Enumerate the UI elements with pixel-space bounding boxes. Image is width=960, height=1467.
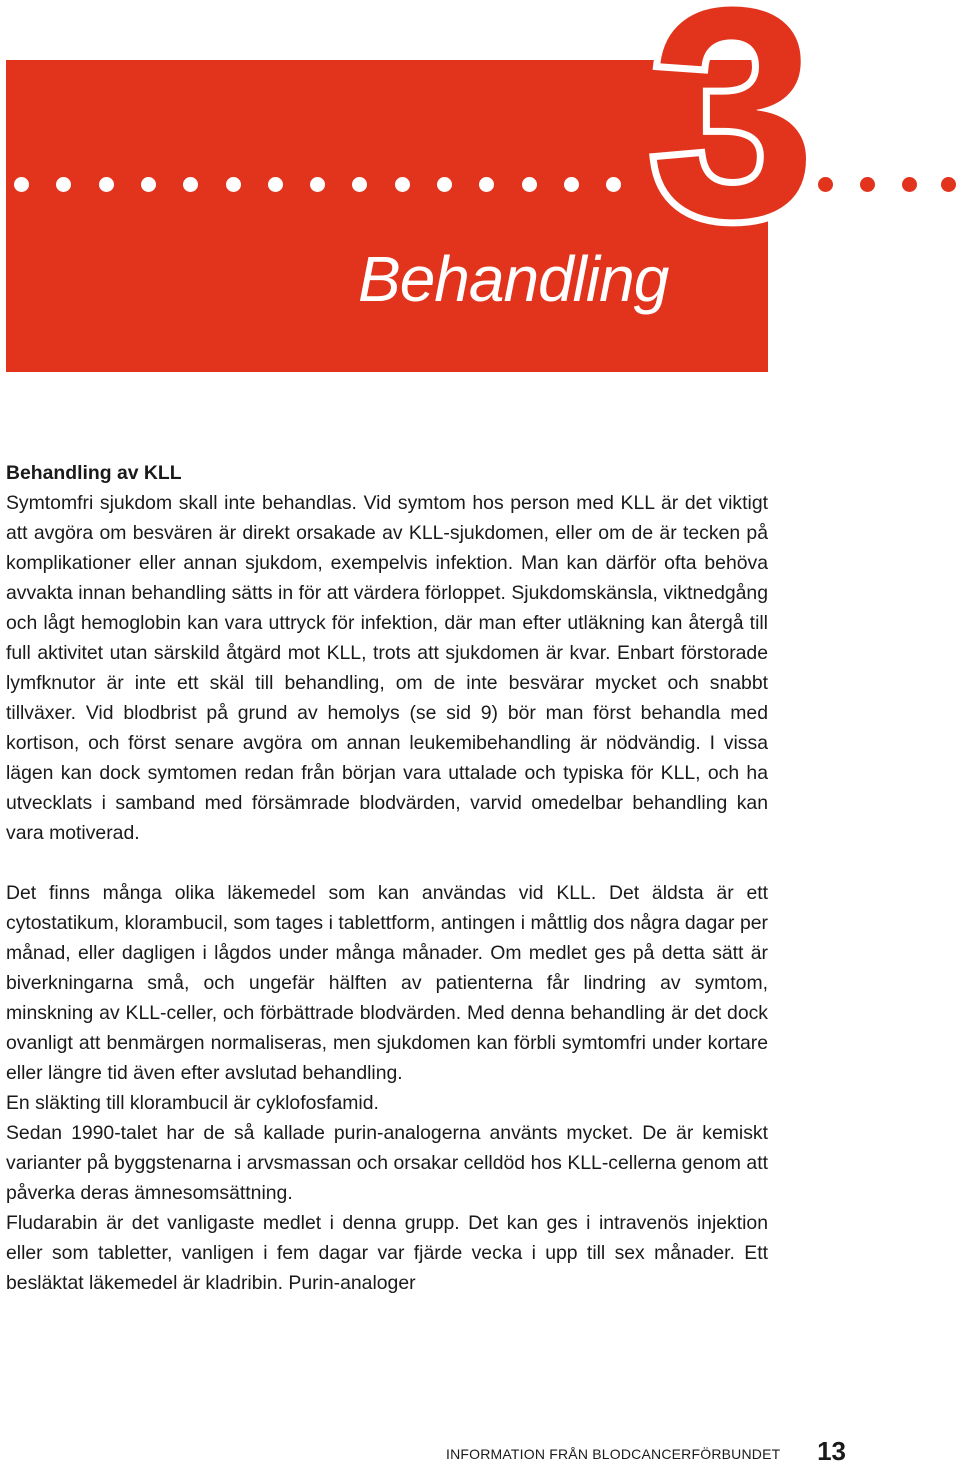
dot [352, 177, 367, 192]
dot [268, 177, 283, 192]
dot [226, 177, 241, 192]
dot [99, 177, 114, 192]
dot [564, 177, 579, 192]
dot [902, 177, 917, 192]
dot [183, 177, 198, 192]
dot [437, 177, 452, 192]
dot [56, 177, 71, 192]
footer-publisher: INFORMATION FRÅN BLODCANCERFÖRBUNDET [446, 1446, 781, 1462]
dot [479, 177, 494, 192]
dot [310, 177, 325, 192]
page-number: 13 [817, 1436, 846, 1466]
body-text [6, 458, 768, 1298]
paragraph-1: Symtomfri sjukdom skall inte behandlas. Vid symtom hos person med KLL är det viktigt att avgöra om besvären är direkt orsakade av KLL-sjukdomen, eller om de är tecken på komplikationer eller annan sjukdom, exempelvis infektion. Man kan därför ofta behöva avvakta innan behandling sätts in för att värdera förloppet. Sjukdomskänsla, viktnedgång och lågt hemoglobin kan vara uttryck för infektion, där man efter utläkning kan återgå till full aktivitet utan särskild åtgärd mot KLL, trots att sjukdomen är kvar. Enbart förstorade lymfknutor är inte ett skäl till behandling, om de inte besvärar mycket och snabbt tillväxer. Vid blodbrist på grund av hemolys (se sid 9) bör man först behandla med kortison, och först senare avgöra om annan leukemibehandling är nödvändig. I vissa lägen kan dock symtomen redan från början vara uttalade och typiska för KLL, och ha utvecklats i samband med försämrade blodvärden, varvid omedelbar behandling kan vara motiverad. [6, 492, 768, 844]
chapter-number: 3 [650, 0, 807, 280]
dot [14, 177, 29, 192]
paragraph-5: Fludarabin är det vanligaste medlet i denna grupp. Det kan ges i intravenös injektion eller som tabletter, vanligen i fem dagar var fjärde vecka i upp till sex månader. Ett besläktat läkemedel är kladribin. Purin-analoger [6, 1212, 768, 1294]
paragraph-3: En släkting till klorambucil är cyklofosfamid. [6, 1092, 379, 1114]
dot [941, 177, 956, 192]
section-heading: Behandling av KLL [6, 462, 182, 484]
dot [141, 177, 156, 192]
paragraph-2: Det finns många olika läkemedel som kan användas vid KLL. Det äldsta är ett cytostatikum, klorambucil, som tages i tablettform, antingen i måttlig dos några dagar per månad, eller dagligen i lågdos under många månader. Om medlet ges på detta sätt är biverkningarna små, och ungefär hälften av patienterna får lindring av symtom, minskning av KLL-celler, och förbättrade blodvärden. Med denna behandling är det dock ovanligt att benmärgen normaliseras, men sjukdomen kan förbli symtomfri under kortare eller längre tid även efter avslutad behandling. [6, 882, 768, 1084]
dot [606, 177, 621, 192]
chapter-title: Behandling [358, 243, 669, 315]
dot [860, 177, 875, 192]
paragraph-4: Sedan 1990-talet har de så kallade purin-analogerna använts mycket. De är kemiskt varianter på byggstenarna i arvsmassan och orsakar celldöd hos KLL-cellerna genom att påverka deras ämnesomsättning. [6, 1122, 768, 1204]
dot [395, 177, 410, 192]
dot [522, 177, 537, 192]
dotted-rule [0, 174, 960, 196]
dot [818, 177, 833, 192]
page-footer [446, 1436, 846, 1466]
